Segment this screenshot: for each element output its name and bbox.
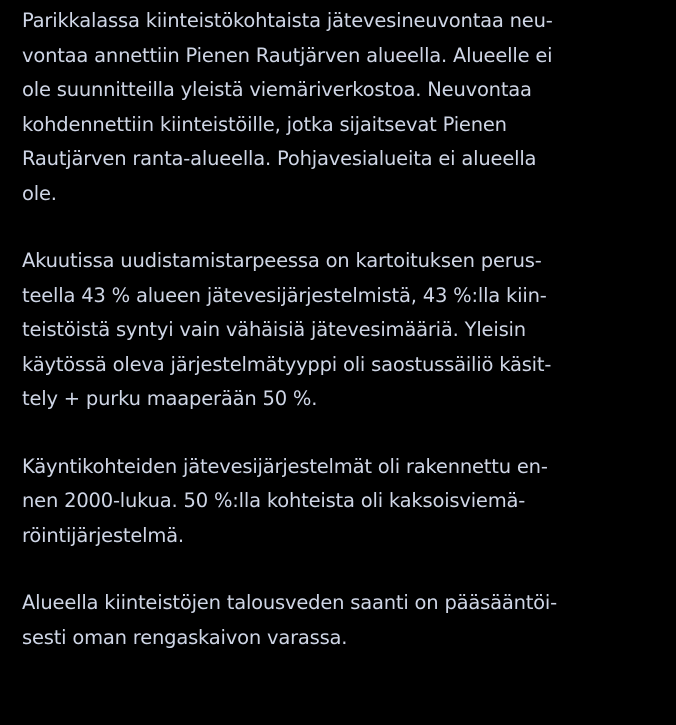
paragraph-line: sesti oman rengaskaivon varassa. (22, 625, 348, 649)
paragraph-4 (22, 586, 662, 655)
paragraph-line: Akuutissa uudistamistarpeessa on kartoituksen perus- (22, 249, 542, 272)
paragraph-line: nen 2000-lukua. 50 %:lla kohteista oli kaksoisviemä- (22, 489, 526, 512)
paragraph-line: ole suunnitteilla yleistä viemäriverkostoa. Neuvontaa (22, 78, 532, 101)
paragraph-line: teella 43 % alueen jätevesijärjestelmistä, 43 %:lla kiin- (22, 283, 547, 307)
paragraph-2 (22, 244, 662, 417)
paragraph-line: teistöistä syntyi vain vähäisiä jätevesimääriä. Yleisin (22, 318, 526, 341)
paragraph-gap (22, 417, 662, 450)
paragraph-gap (22, 553, 662, 586)
paragraph-line: röintijärjestelmä. (22, 523, 184, 547)
paragraph-line: Parikkalassa kiinteistökohtaista jätevesineuvontaa neu- (22, 9, 553, 32)
paragraph-line: Rautjärven ranta-alueella. Pohjavesialueita ei alueella (22, 147, 537, 170)
paragraph-line: käytössä oleva järjestelmätyyppi oli saostussäiliö käsit- (22, 352, 552, 376)
paragraph-line: kohdennettiin kiinteistöille, jotka sijaitsevat Pienen (22, 112, 507, 136)
paragraph-line: ole. (22, 181, 57, 205)
paragraph-gap (22, 211, 662, 244)
paragraph-line: tely + purku maaperään 50 %. (22, 387, 318, 410)
paragraph-3 (22, 450, 662, 554)
paragraph-line: vontaa annettiin Pienen Rautjärven alueella. Alueelle ei (22, 43, 553, 67)
paragraph-1 (22, 4, 662, 211)
paragraph-line: Käyntikohteiden jätevesijärjestelmät oli rakennettu en- (22, 454, 548, 478)
paragraph-line: Alueella kiinteistöjen talousveden saanti on pääsääntöi- (22, 591, 557, 614)
document-body (22, 0, 662, 655)
